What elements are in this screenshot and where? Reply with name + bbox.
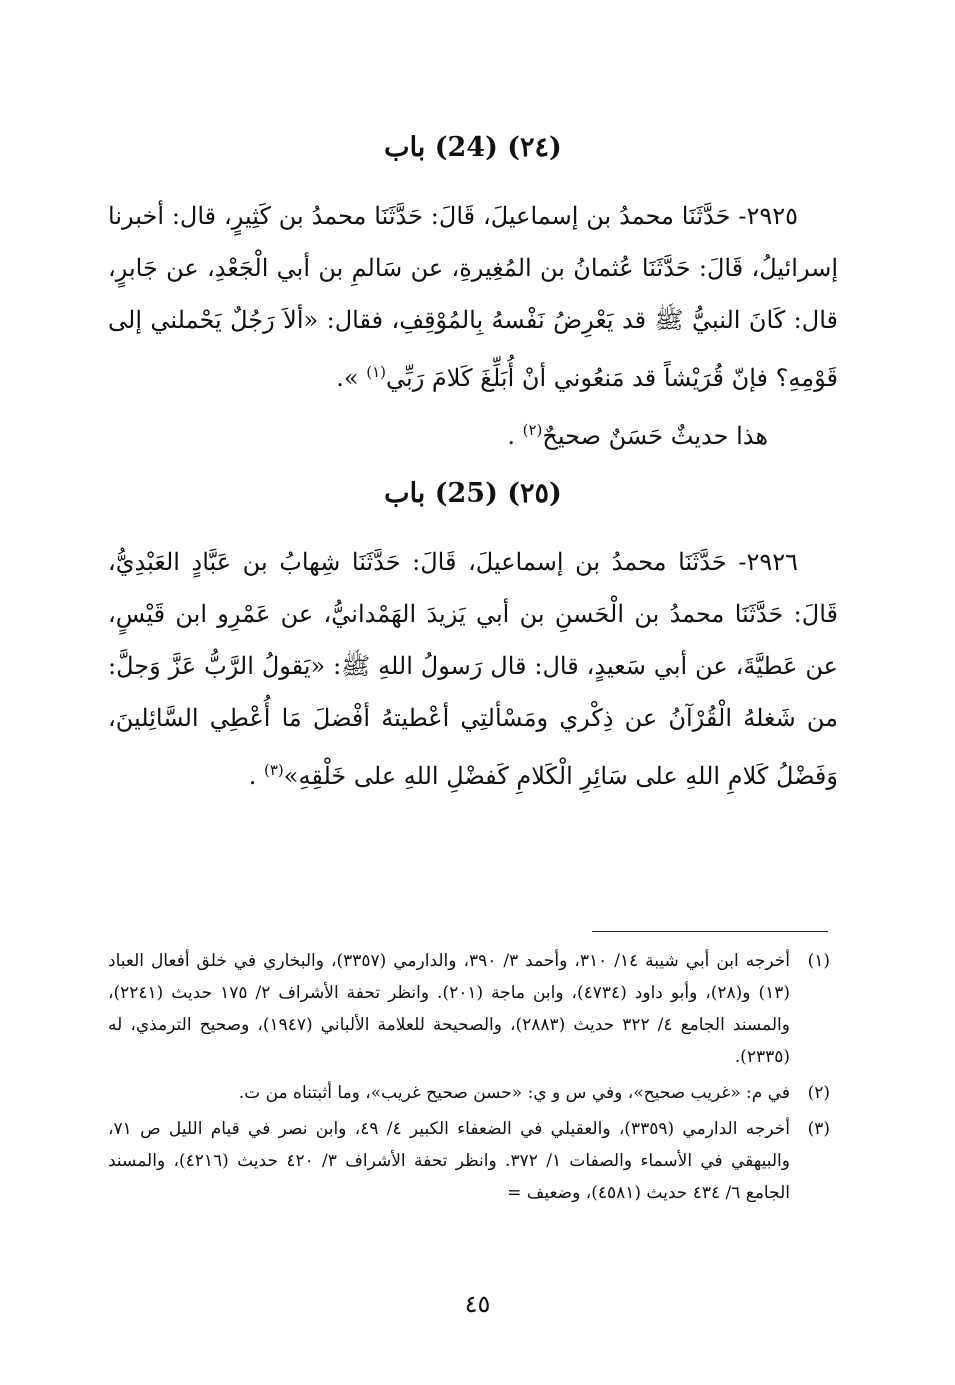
hadith-end: . (248, 762, 264, 790)
chapter-heading-24: (٢٤) (24) باب (384, 132, 562, 163)
page-body (108, 118, 838, 802)
hadith-grade (108, 404, 838, 462)
footnote-number: (٣) (807, 1119, 830, 1139)
hadith-2925 (108, 190, 838, 462)
footnote-ref[interactable]: (١) (366, 363, 387, 381)
hadith-text: ٢٩٢٥- حَدَّثَنَا محمدُ بن إسماعيلَ، قَالَ: حَدَّثَنَا محمدُ بن كَثِيرٍ، قال: أخبرنا إسرائيلُ، قَالَ: حَدَّثَنَا عُثمانُ بن المُغِيرةِ، عن سَالمِ بن أبي الْجَعْدِ، عن جَابرٍ، قال: كَانَ النبيُّ ﷺ قد يَعْرِضُ نَفْسهُ بِالمُوْقِفِ، فقال: «ألاَ رَجُلٌ يَحْملني إلى قَوْمِهِ؟ فإنّ قُرَيْشاً قد مَنعُوني أنْ أُبَلِّغَ كَلامَ رَبِّي (108, 202, 838, 392)
footnote-number: (٢) (807, 1083, 830, 1103)
footnote-ref[interactable]: (٣) (263, 761, 284, 779)
footnote-ref[interactable]: (٢) (522, 421, 543, 439)
grade-text: هذا حديثٌ حَسَنٌ صحيحٌ (542, 422, 768, 450)
chapter-heading-25: (٢٥) (25) باب (384, 478, 562, 509)
footnotes (108, 945, 830, 1209)
footnote-text: أخرجه الدارمي (٣٣٥٩)، والعقيلي في الضعفاء الكبير ٤/ ٤٩، وابن نصر في قيام الليل ص ٧١، والبيهقي في الأسماء والصفات ١/ ٣٧٢. وانظر تحفة الأشراف ٣/ ٤٢٠ حديث (٤٢١٦)، والمسند الجامع ٦/ ٤٣٤ حديث (٤٥٨١)، وضعيف = (108, 1119, 790, 1203)
footnote-number: (١) (807, 951, 830, 971)
footnote (108, 1113, 830, 1209)
hadith-end: ». (336, 364, 367, 392)
hadith-text: ٢٩٢٦- حَدَّثَنَا محمدُ بن إسماعيلَ، قَالَ: حَدَّثَنَا شِهابُ بن عَبَّادٍ العَبْدِيُّ، قَالَ: حَدَّثَنَا محمدُ بن الْحَسنِ بن أبي يَزيدَ الهَمْدانيُّ، عن عَمْرِو ابن قَيْسٍ، عن عَطيَّةَ، عن أبي سَعيدٍ، قال: قال رَسولُ اللهِ ﷺ: «يَقولُ الرَّبُّ عَزَّ وَجلَّ: من شَغلهُ الْقُرْآنُ عن ذِكْري ومَسْألتِي أعْطيتهُ أفْضلَ مَا أُعْطِي السَّائِلينَ، وَفَضْلُ كَلامِ اللهِ على سَائِرِ الْكَلامِ كَفضْلِ اللهِ على خَلْقِهِ» (108, 548, 839, 790)
grade-end: . (507, 422, 523, 450)
footnote-text: أخرجه ابن أبي شيبة ١٤/ ٣١٠، وأحمد ٣/ ٣٩٠، والدارمي (٣٣٥٧)، والبخاري في خلق أفعال العباد (١٣) و(٢٨)، وأبو داود (٤٧٣٤)، وابن ماجة (٢٠١). وانظر تحفة الأشراف ٢/ ١٧٥ حديث (٢٢٤١)، والمسند الجامع ٤/ ٣٢٢ حديث (٢٨٨٣)، والصحيحة للعلامة الألباني (١٩٤٧)، وصحيح الترمذي، له (٢٣٣٥). (108, 951, 790, 1067)
footnote-text: في م: «غريب صحيح»، وفي س و ي: «حسن صحيح غريب»، وما أثبتناه من ت. (238, 1083, 790, 1103)
page-number: ٤٥ (464, 1290, 491, 1318)
footnote-separator (592, 931, 828, 932)
hadith-2926 (108, 536, 838, 802)
footnote (108, 945, 830, 1073)
footnote (108, 1077, 830, 1109)
